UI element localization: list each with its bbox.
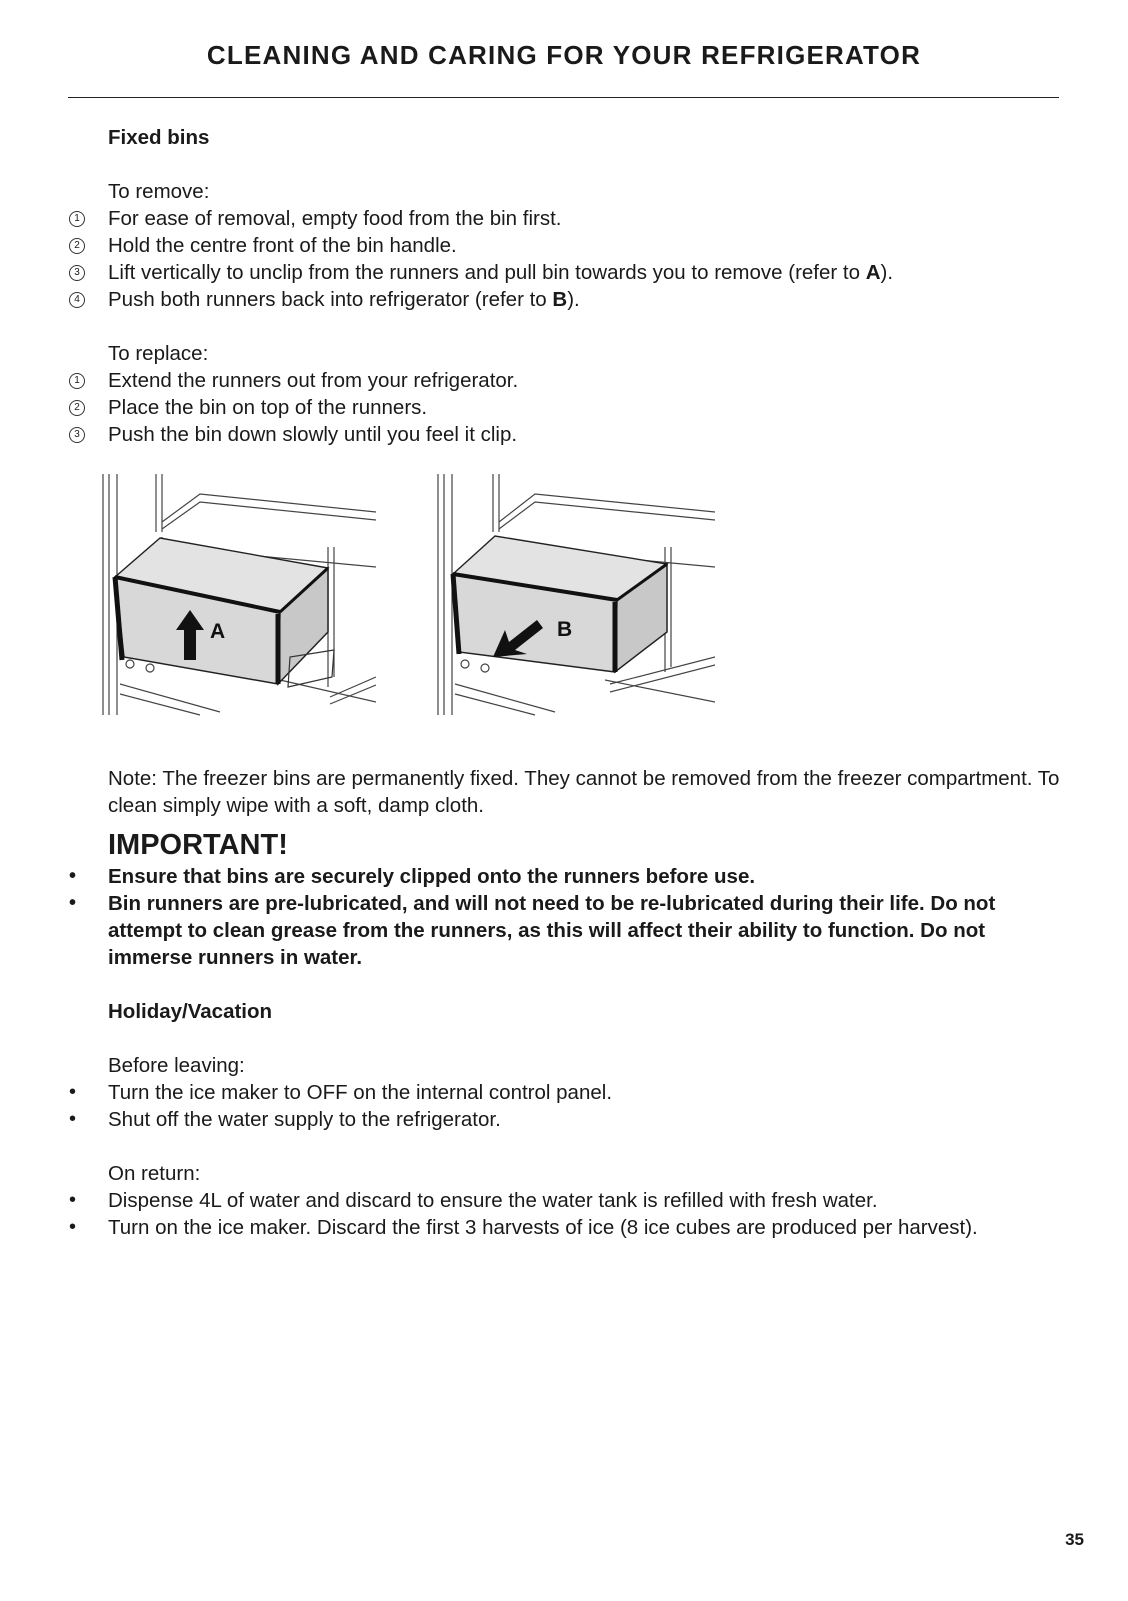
step-text-end: ).	[567, 288, 580, 311]
page-content	[55, 124, 1065, 1241]
item-text: Turn on the ice maker. Discard the first 3 harvests of ice (8 ice cubes are produced per harvest).	[108, 1216, 978, 1239]
bullet: •	[69, 1081, 77, 1103]
bin-illustrations	[55, 472, 1065, 750]
figure-label-a: A	[210, 620, 226, 643]
bullet: •	[69, 865, 77, 887]
important-item-2	[55, 890, 1065, 971]
before-item-1	[55, 1079, 1065, 1106]
remove-step-3	[55, 259, 1065, 286]
step-text: Push the bin down slowly until you feel it clip.	[108, 423, 518, 446]
bin-removal-illustration-a	[100, 472, 376, 717]
replace-step-2	[55, 394, 1065, 421]
item-text: Ensure that bins are securely clipped onto the runners before use.	[108, 865, 756, 888]
step-text: Hold the centre front of the bin handle.	[108, 234, 457, 257]
step-number-marker: 1	[69, 211, 85, 227]
step-number-marker: 3	[69, 427, 85, 443]
item-text: Bin runners are pre-lubricated, and will not need to be re-lubricated during their life. Do not attempt to clean grease from the runners, as this will affect their ability to function. Do not immerse runners in water.	[108, 892, 996, 969]
replace-step-1	[55, 367, 1065, 394]
bullet: •	[69, 1189, 77, 1211]
fixed-bins-heading: Fixed bins	[108, 126, 210, 149]
step-number-marker: 1	[69, 373, 85, 389]
page-title: CLEANING AND CARING FOR YOUR REFRIGERATOR	[206, 40, 922, 70]
step-number-marker: 4	[69, 292, 85, 308]
item-text: Dispense 4L of water and discard to ensure the water tank is refilled with fresh water.	[108, 1189, 878, 1212]
remove-title: To remove:	[108, 180, 210, 203]
before-item-2	[55, 1106, 1065, 1133]
item-text: Turn the ice maker to OFF on the internal control panel.	[108, 1081, 613, 1104]
header-divider	[68, 97, 1059, 98]
figure-reference: B	[552, 288, 568, 311]
remove-step-4	[55, 286, 1065, 313]
figure-label-b: B	[557, 618, 573, 641]
return-item-2	[55, 1214, 1065, 1241]
step-text: Push both runners back into refrigerator (refer to	[108, 288, 553, 311]
step-number-marker: 3	[69, 265, 85, 281]
step-number-marker: 2	[69, 238, 85, 254]
bullet: •	[69, 1216, 77, 1238]
bullet: •	[69, 1108, 77, 1130]
step-text: Place the bin on top of the runners.	[108, 396, 428, 419]
before-leaving-title: Before leaving:	[108, 1054, 245, 1077]
step-text-end: ).	[880, 261, 894, 284]
replace-step-3	[55, 421, 1065, 448]
step-text: Lift vertically to unclip from the runners and pull bin towards you to remove (refer to	[108, 261, 866, 284]
step-text: For ease of removal, empty food from the bin first.	[108, 207, 562, 230]
step-text: Extend the runners out from your refrigerator.	[108, 369, 519, 392]
freezer-note: Note: The freezer bins are permanently fixed. They cannot be removed from the freezer compartment. To clean simply wipe with a soft, damp cloth.	[108, 767, 1060, 817]
holiday-heading: Holiday/Vacation	[108, 1000, 273, 1023]
item-text: Shut off the water supply to the refrigerator.	[108, 1108, 501, 1131]
on-return-title: On return:	[108, 1162, 201, 1185]
page-number: 35	[1065, 1530, 1084, 1549]
replace-title: To replace:	[108, 342, 209, 365]
remove-step-1	[55, 205, 1065, 232]
bin-runners-illustration-b	[435, 472, 715, 717]
bullet: •	[69, 892, 77, 914]
remove-step-2	[55, 232, 1065, 259]
step-number-marker: 2	[69, 400, 85, 416]
return-item-1	[55, 1187, 1065, 1214]
figure-reference: A	[865, 261, 881, 284]
important-heading: IMPORTANT!	[108, 829, 288, 861]
important-item-1	[55, 863, 1065, 890]
